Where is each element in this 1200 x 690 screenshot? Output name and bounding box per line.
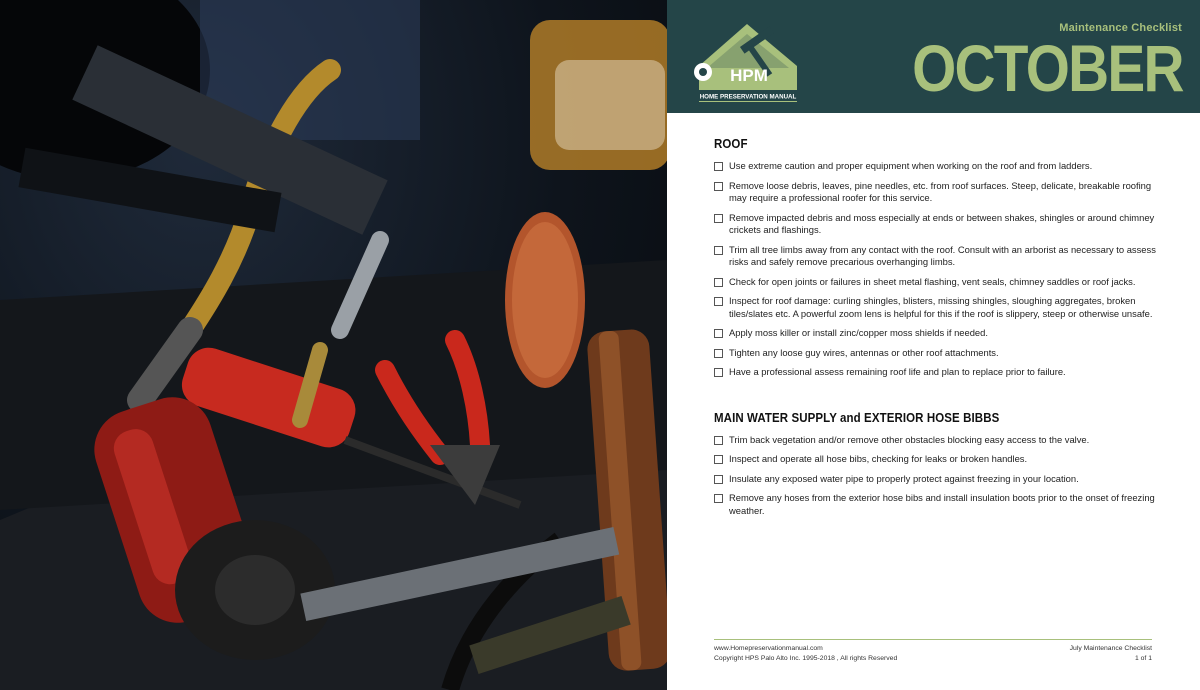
item-text: Tighten any loose guy wires, antennas or other roof attachments. xyxy=(729,346,999,358)
item-text: Remove any hoses from the exterior hose bibs and install insulation boots prior to the onset of freezing weather. xyxy=(729,492,1155,516)
checklist-item xyxy=(714,473,1159,486)
item-text: Inspect and operate all hose bibs, checking for leaks or broken handles. xyxy=(729,453,1028,464)
checklist-item xyxy=(714,180,1159,205)
checkbox[interactable] xyxy=(714,278,723,287)
hpm-logo xyxy=(687,22,809,102)
checklist-item xyxy=(714,160,1159,173)
checkbox[interactable] xyxy=(714,349,723,358)
checklist-item xyxy=(714,244,1159,269)
item-text: Inspect for roof damage: curling shingles, blisters, missing shingles, sloughing aggregates, broken tiles/slates etc. A powerful zoom lens is helpful for this if the roof is slippery, steep or otherwise unsafe. xyxy=(729,295,1153,319)
item-text: Use extreme caution and proper equipment when working on the roof and from ladders. xyxy=(729,160,1093,171)
footer-page-number: 1 of 1 xyxy=(1134,655,1152,662)
checkbox[interactable] xyxy=(714,368,723,377)
item-text: Check for open joints or failures in sheet metal flashing, vent seals, chimney saddles or roof jacks. xyxy=(729,275,1136,287)
item-text: Remove loose debris, leaves, pine needles, etc. from roof surfaces. Steep, delicate, breakable roofing may require a professional roofer for this service. xyxy=(729,179,1152,203)
month-title: OCTOBER xyxy=(912,31,1183,105)
item-text: Have a professional assess remaining roof life and plan to replace prior to failure. xyxy=(729,366,1066,377)
checkbox[interactable] xyxy=(714,162,723,171)
page-header xyxy=(667,0,1200,113)
section-water-supply xyxy=(714,411,1159,518)
checklist-item xyxy=(714,347,1159,360)
checklist-item xyxy=(714,295,1159,320)
footer-right xyxy=(1070,644,1152,664)
checkbox[interactable] xyxy=(714,297,723,306)
checklist-item xyxy=(714,327,1159,340)
footer-copyright: Copyright HPS Palo Alto Inc. 1995-2018 , All rights Reserved xyxy=(714,655,898,662)
checklist-item xyxy=(714,434,1159,447)
checklist-item xyxy=(714,276,1159,289)
item-text: Remove impacted debris and moss especially at ends or between shakes, shingles or around chimney crickets and flashings. xyxy=(729,211,1155,235)
checkbox[interactable] xyxy=(714,436,723,445)
item-text: Trim back vegetation and/or remove other obstacles blocking easy access to the valve. xyxy=(729,433,1090,445)
checklist-item xyxy=(714,492,1159,517)
section-title: MAIN WATER SUPPLY and EXTERIOR HOSE BIBBS xyxy=(714,410,1000,425)
checklist-subtitle: Maintenance Checklist xyxy=(1059,22,1182,34)
checklist-page xyxy=(667,0,1200,690)
footer-left xyxy=(714,644,897,664)
footer-divider xyxy=(714,639,1152,640)
item-text: Apply moss killer or install zinc/copper moss shields if needed. xyxy=(729,327,988,338)
checklist-content xyxy=(714,137,1159,524)
footer-website[interactable]: www.Homepreservationmanual.com xyxy=(714,645,823,652)
checkbox[interactable] xyxy=(714,494,723,503)
footer-doc-title: July Maintenance Checklist xyxy=(1069,645,1152,652)
logo-subtext: HOME PRESERVATION MANUAL xyxy=(699,93,797,101)
checkbox[interactable] xyxy=(714,475,723,484)
item-text: Insulate any exposed water pipe to properly protect against freezing in your location. xyxy=(729,472,1079,484)
section-title: ROOF xyxy=(714,137,748,151)
checkbox[interactable] xyxy=(714,182,723,191)
section-roof xyxy=(714,137,1159,379)
logo-text: HPM xyxy=(730,66,768,85)
checkbox[interactable] xyxy=(714,455,723,464)
checkbox[interactable] xyxy=(714,329,723,338)
checkbox[interactable] xyxy=(714,214,723,223)
checklist-item xyxy=(714,212,1159,237)
checklist-item xyxy=(714,366,1159,379)
item-text: Trim all tree limbs away from any contact with the roof. Consult with an arborist as necessary to assess risks and safely remove precarious overhanging limbs. xyxy=(729,243,1156,267)
checkbox[interactable] xyxy=(714,246,723,255)
checklist-item xyxy=(714,453,1159,466)
